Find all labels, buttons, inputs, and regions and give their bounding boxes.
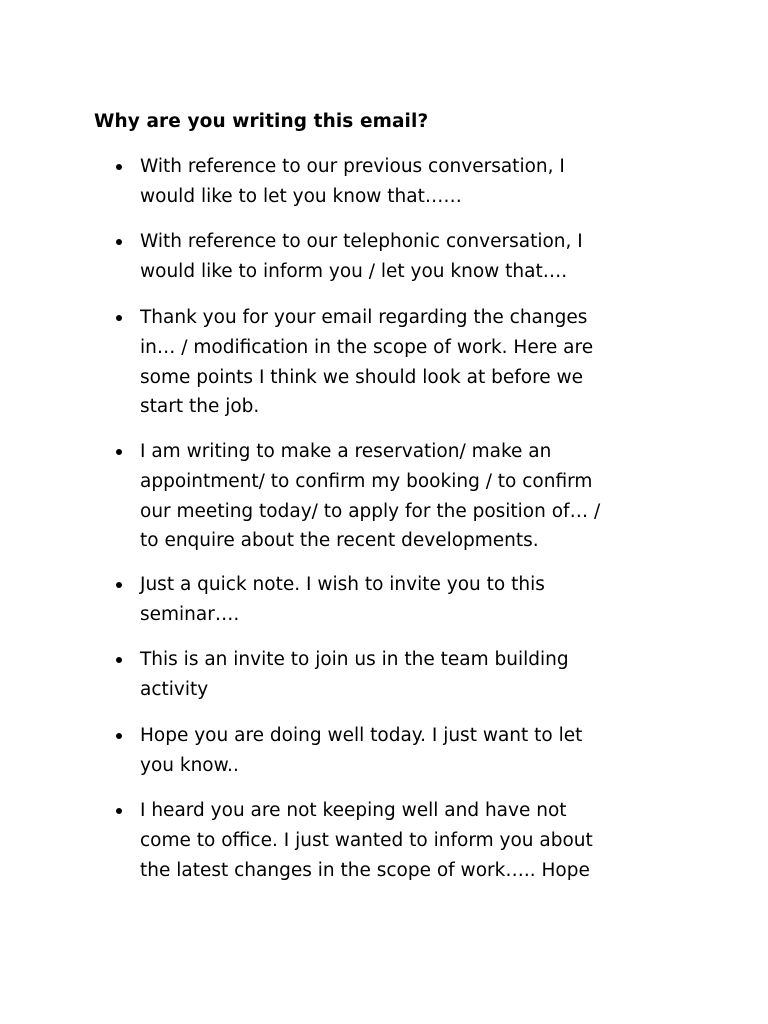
bullet-icon — [116, 657, 122, 663]
bullet-icon — [116, 239, 122, 245]
bullet-icon — [116, 449, 122, 455]
item-text-line: I am writing to make a reservation/ make an — [140, 441, 552, 462]
item-text-line: With reference to our previous conversation, I — [140, 156, 565, 177]
item-text-line: With reference to our telephonic conversation, I — [140, 231, 583, 252]
item-text-line: I heard you are not keeping well and have not — [140, 800, 567, 821]
page-heading: Why are you writing this email? — [94, 111, 429, 132]
list-item — [140, 303, 680, 422]
list-item — [140, 437, 680, 556]
item-text-line: some points I think we should look at before we — [140, 366, 584, 388]
item-text-line: you know.. — [140, 754, 239, 776]
item-text-line: come to office. I just wanted to inform you about — [140, 829, 593, 851]
list-item — [140, 570, 680, 630]
item-text-line: Hope you are doing well today. I just want to let — [140, 725, 583, 746]
bullet-icon — [116, 808, 122, 814]
list-item — [140, 721, 680, 781]
list-item — [140, 152, 680, 212]
item-text-line: the latest changes in the scope of work….. Hope — [140, 859, 590, 881]
item-text-line: This is an invite to join us in the team building — [140, 649, 569, 670]
item-text-line: Thank you for your email regarding the changes — [140, 307, 588, 328]
list-item — [140, 796, 680, 885]
item-text-line: seminar…. — [140, 603, 240, 625]
item-text-line: activity — [140, 678, 209, 700]
item-text-line: would like to inform you / let you know that…. — [140, 260, 568, 282]
item-text-line: would like to let you know that…… — [140, 185, 462, 207]
bullet-icon — [116, 164, 122, 170]
item-text-line: Just a quick note. I wish to invite you to this — [140, 574, 545, 595]
item-text-line: start the job. — [140, 396, 260, 418]
item-text-line: appointment/ to confirm my booking / to confirm — [140, 470, 593, 492]
item-text-line: to enquire about the recent developments. — [140, 530, 539, 552]
list-item — [140, 645, 680, 705]
bullet-icon — [116, 315, 122, 321]
bullet-icon — [116, 582, 122, 588]
bullet-icon — [116, 733, 122, 739]
item-text-line: our meeting today/ to apply for the position of… / — [140, 500, 601, 522]
list-item — [140, 227, 680, 287]
item-text-line: in… / modification in the scope of work. Here are — [140, 336, 594, 358]
